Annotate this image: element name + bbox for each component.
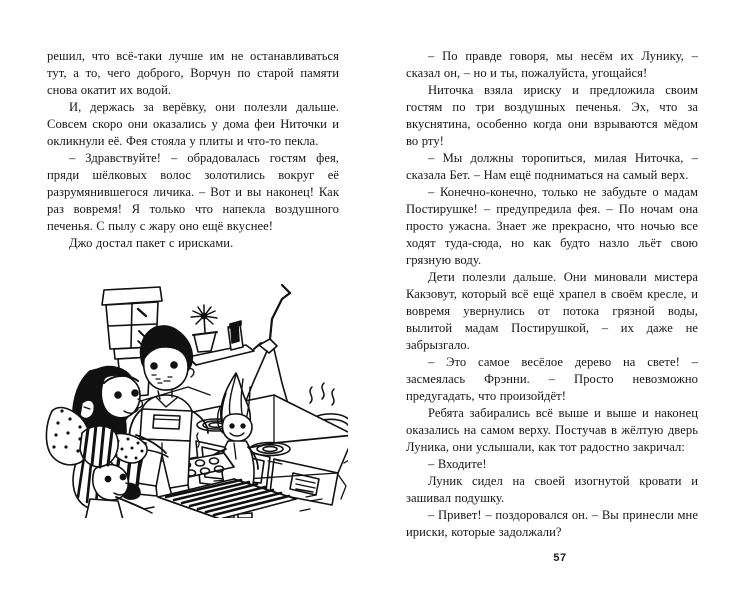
page-number-value: 57 — [553, 552, 567, 564]
paragraph: Дети полезли дальше. Они миновали мистера Какзовут, который всё ещё храпел в своём кресле, и вовремя увернулись от потока грязной воды, вылитой мадам Постирушкой, – их даже не забрызгало. — [406, 270, 698, 352]
chapter-illustration — [38, 283, 348, 518]
paragraph: Джо достал пакет с ирисками. — [69, 236, 234, 250]
paragraph: Ниточка взяла ириску и предложила своим гостям по три воздушных печенья. Эх, что за вкуснятина, особенно когда они взрываются мёдом во рту! — [406, 83, 698, 148]
paragraph: – По правде говоря, мы несём их Лунику, – сказал он, – но и ты, пожалуйста, угощайся! — [406, 49, 698, 80]
paragraph: Луник сидел на своей изогнутой кровати и зашивал подушку. — [406, 474, 698, 505]
paragraph: – Входите! — [428, 457, 487, 471]
shelf-with-plant — [188, 305, 254, 365]
paragraph: решил, что всё-таки лучше им не останавливаться тут, а то, чего доброго, Ворчун по старой памяти снова окатит их водой. — [47, 49, 339, 97]
paragraph: И, держась за верёвку, они полезли дальше. Совсем скоро они оказались у дома феи Ниточки и окликнули её. Фея стояла у плиты и что-то пекла. — [47, 100, 339, 148]
text-column-right — [406, 48, 698, 541]
kitchen-scene-drawing — [38, 283, 348, 518]
paragraph: – Здравствуйте! – обрадовалась гостям фея, пряди шёлковых волос золотились вокруг её разрумянившегося личика. – Вот и вы наконец! Как раз вовремя! Я только что напекла воздушного печенья. С пылу с жару оно ещё вкуснее! — [47, 151, 339, 233]
paragraph: – Конечно-конечно, только не забудьте о мадам Постирушке! – предупредила фея. – По ночам она просто ужасна. Знает же прекрасно, что ночью все ходят туда-сюда, но как будто назло льёт свою грязную воду. — [406, 185, 698, 267]
paragraph: – Мы должны торопиться, милая Ниточка, – сказала Бет. – Нам ещё подниматься на самый верх. — [406, 151, 698, 182]
paragraph: – Это самое весёлое дерево на свете! – засмеялась Фрэнни. – Просто невозможно предугадать, что произойдёт! — [406, 355, 698, 403]
paragraph: – Привет! – поздоровался он. – Вы принесли мне ириски, которые задолжали? — [406, 508, 698, 539]
paragraph: Ребята забирались всё выше и выше и наконец оказались на самом верху. Постучав в жёлтую дверь Луника, они услышали, как тот радостно закричал: — [406, 406, 698, 454]
text-column-left — [47, 48, 339, 252]
page-number — [0, 552, 744, 564]
